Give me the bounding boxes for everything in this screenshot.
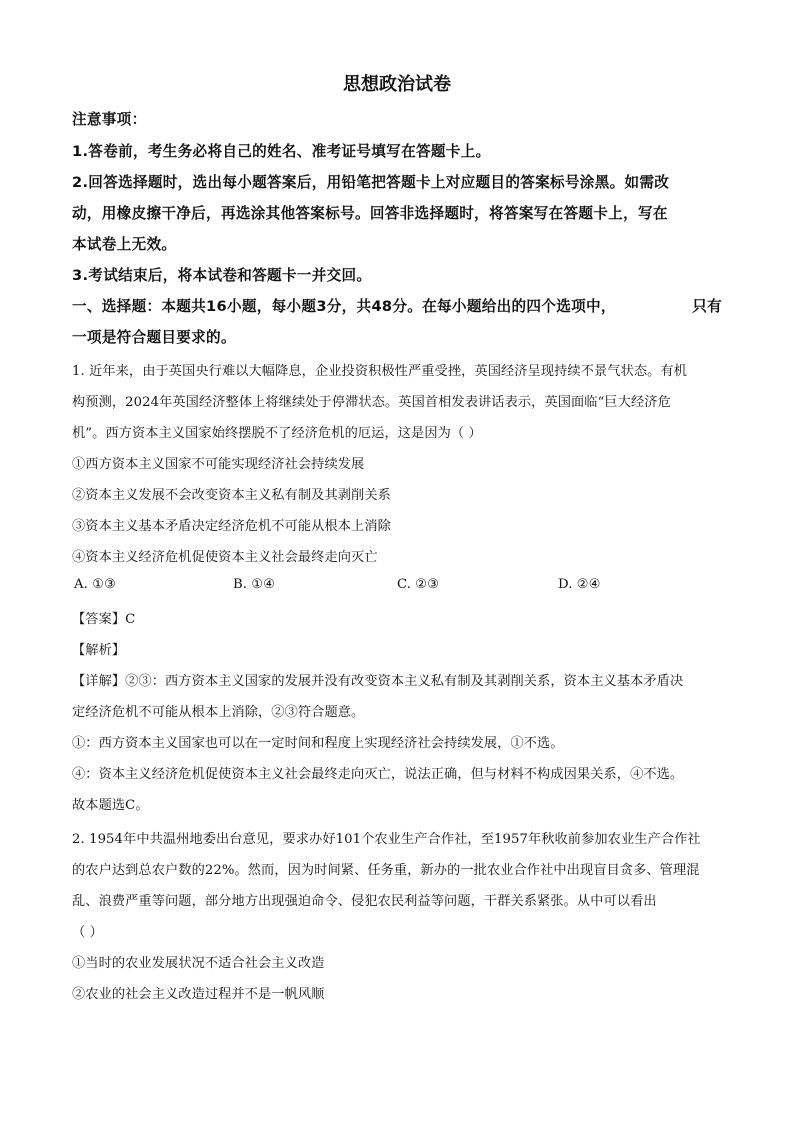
notes-item-1: 1.答卷前，考生务必将自己的姓名、准考证号填写在答题卡上。 bbox=[72, 143, 491, 160]
page-title: 思想政治试卷 bbox=[343, 74, 451, 95]
q1-option-d: D. ②④ bbox=[558, 577, 601, 592]
q1-statement-2: ②资本主义发展不会改变资本主义私有制及其剥削关系 bbox=[72, 488, 391, 503]
notes-heading: 注意事项： bbox=[72, 111, 147, 128]
q1-detail-line-4: ④：资本主义经济危机促使资本主义社会最终走向灭亡，说法正确，但与材料不构成因果关系，④不选。 bbox=[72, 767, 684, 782]
q2-statement-2: ②农业的社会主义改造过程并不是一帆风顺 bbox=[72, 987, 325, 1002]
q1-answer bbox=[72, 608, 135, 627]
q1-detail-line-2: 定经济危机不可能从根本上消除，②③符合题意。 bbox=[72, 705, 365, 720]
q1-statement-1: ①西方资本主义国家不可能实现经济社会持续发展 bbox=[72, 457, 365, 472]
q1-stem-line-2: 构预测，2024年英国经济整体上将继续处于停滞状态。英国首相发表讲话表示，英国面临“巨大经济危 bbox=[72, 395, 671, 410]
q1-stem-line-3: 机”。西方资本主义国家始终摆脱不了经济危机的厄运，这是因为（ ） bbox=[72, 426, 482, 441]
section-heading-line-1 bbox=[72, 295, 722, 316]
detail-label: 【详解】 bbox=[72, 674, 126, 689]
q1-option-c: C. ②③ bbox=[397, 577, 440, 592]
q1-analysis-label: 【解析】 bbox=[72, 643, 126, 658]
q1-statement-4: ④资本主义经济危机促使资本主义社会最终走向灭亡 bbox=[72, 550, 378, 565]
notes-item-2-line-2: 动，用橡皮擦干净后，再选涂其他答案标号。回答非选择题时，将答案写在答题卡上，写在 bbox=[72, 205, 668, 222]
answer-value: C bbox=[125, 612, 136, 627]
section-heading-tail: 只有 bbox=[692, 298, 722, 315]
q2-stem-line-1: 2. 1954年中共温州地委出台意见，要求办好101个农业生产合作社，至1957年秋收前参加农业生产合作社 bbox=[72, 832, 701, 847]
notes-item-2-line-1: 2.回答选择题时，选出每小题答案后，用铅笔把答题卡上对应题目的答案标号涂黑。如需改 bbox=[72, 174, 670, 191]
q1-detail-line-3: ①：西方资本主义国家也可以在一定时间和程度上实现经济社会持续发展，①不选。 bbox=[72, 736, 564, 751]
section-heading-line-2: 一项是符合题目要求的。 bbox=[72, 329, 236, 346]
answer-label: 【答案】 bbox=[72, 612, 126, 627]
q1-detail-line-5: 故本题选C。 bbox=[72, 798, 149, 813]
section-heading-text: 一、选择题：本题共16小题，每小题3分，共48分。在每小题给出的四个选项中， bbox=[72, 298, 616, 315]
detail-text: ②③：西方资本主义国家的发展并没有改变资本主义私有制及其剥削关系，资本主义基本矛盾决 bbox=[125, 674, 684, 689]
q2-stem-line-2: 的农户达到总农户数的22%。然而，因为时间紧、任务重，新办的一批农业合作社中出现盲目贪多、管理混 bbox=[72, 863, 700, 878]
q1-statement-3: ③资本主义基本矛盾决定经济危机不可能从根本上消除 bbox=[72, 519, 391, 534]
q1-option-b: B. ①④ bbox=[233, 577, 276, 592]
q1-detail-line-1 bbox=[72, 670, 683, 689]
notes-item-2-line-3: 本试卷上无效。 bbox=[72, 236, 177, 253]
q1-option-a: A. ①③ bbox=[74, 577, 117, 592]
q2-stem-line-3: 乱、浪费严重等问题，部分地方出现强迫命令、侵犯农民利益等问题，干群关系紧张。从中可以看出 bbox=[72, 894, 657, 909]
q1-stem-line-1: 1. 近年来，由于英国央行难以大幅降息，企业投资积极性严重受挫，英国经济呈现持续不景气状态。有机 bbox=[72, 364, 688, 379]
q2-stem-line-4: （ ） bbox=[72, 925, 103, 940]
notes-item-3: 3.考试结束后，将本试卷和答题卡一并交回。 bbox=[72, 267, 372, 284]
q2-statement-1: ①当时的农业发展状况不适合社会主义改造 bbox=[72, 956, 325, 971]
